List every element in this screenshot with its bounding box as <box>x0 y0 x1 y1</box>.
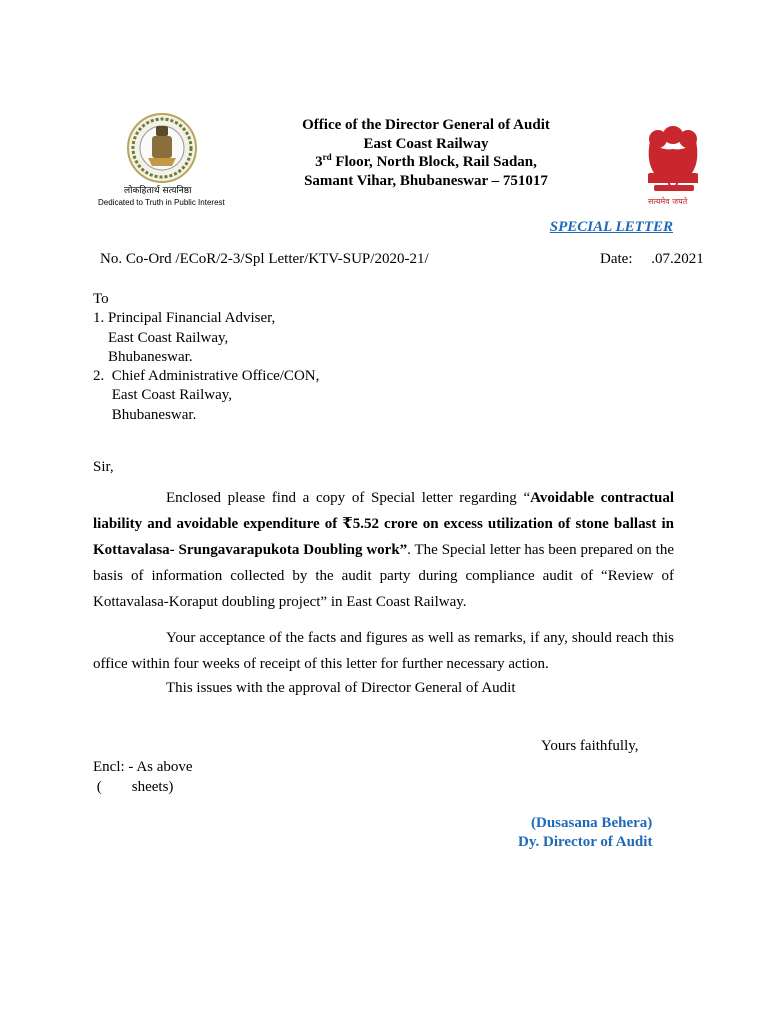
address-line: 1. Principal Financial Adviser, <box>93 310 276 327</box>
motto-english: Dedicated to Truth in Public Interest <box>98 198 225 207</box>
header-line-4: Samant Vihar, Bhubaneswar – 751017 <box>304 172 548 189</box>
address-line: To <box>93 291 109 307</box>
address-line: Bhubaneswar. <box>93 406 197 423</box>
salutation: Sir, <box>93 459 114 475</box>
body-paragraph-1: Enclosed please find a copy of Special letter regarding “Avoidable contractual liability and avoidable expenditure of ₹5.52 crore on excess utilization of stone ballast in Kottavalasa- Srungavarapukota Doubling work”. The Special letter has been prepared on the basis of information collected by the audit party during compliance audit of “Review of Kottavalasa-Koraput doubling project” in East Coast Railway. <box>93 490 674 610</box>
enclosure-line: Encl: - As above <box>93 759 193 775</box>
address-line: East Coast Railway, <box>93 329 229 346</box>
address-block <box>93 290 319 425</box>
body-paragraph-3: This issues with the approval of Director General of Audit <box>166 680 516 696</box>
subject-bold: Avoidable contractual liability and avoidable expenditure of ₹5.52 crore on excess utilization of stone ballast in Kottavalasa- Srungavarapukota Doubling work” <box>93 490 674 558</box>
reference-number: No. Co-Ord /ECoR/2-3/Spl Letter/KTV-SUP/2020-21/ <box>100 251 429 267</box>
letter-date: Date: .07.2021 <box>600 251 704 267</box>
signatory-designation: Dy. Director of Audit <box>518 834 653 850</box>
body-paragraph-2: Your acceptance of the facts and figures as well as remarks, if any, should reach this office within four weeks of receipt of this letter for further necessary action. <box>93 630 674 672</box>
satyamev-jayate-text: सत्यमेव जयते <box>648 197 688 206</box>
enclosure-line: ( sheets) <box>93 779 174 795</box>
header-line-3: 3rd Floor, North Block, Rail Sadan, <box>315 152 537 170</box>
cag-logo <box>90 110 246 210</box>
special-letter-heading: SPECIAL LETTER <box>549 219 673 235</box>
enclosure <box>93 757 193 797</box>
motto-hindi: लोकहितार्थ सत्यनिष्ठा <box>124 186 192 196</box>
closing: Yours faithfully, <box>541 738 639 754</box>
header-line-2: East Coast Railway <box>363 135 489 152</box>
office-header <box>250 116 602 190</box>
address-line: East Coast Railway, <box>93 387 233 404</box>
address-line: Bhubaneswar. <box>93 348 193 365</box>
address-line: 2. Chief Administrative Office/CON, <box>93 368 320 385</box>
signatory-name: (Dusasana Behera) <box>531 815 653 831</box>
header-line-1: Office of the Director General of Audit <box>302 117 550 133</box>
national-emblem <box>636 121 710 209</box>
